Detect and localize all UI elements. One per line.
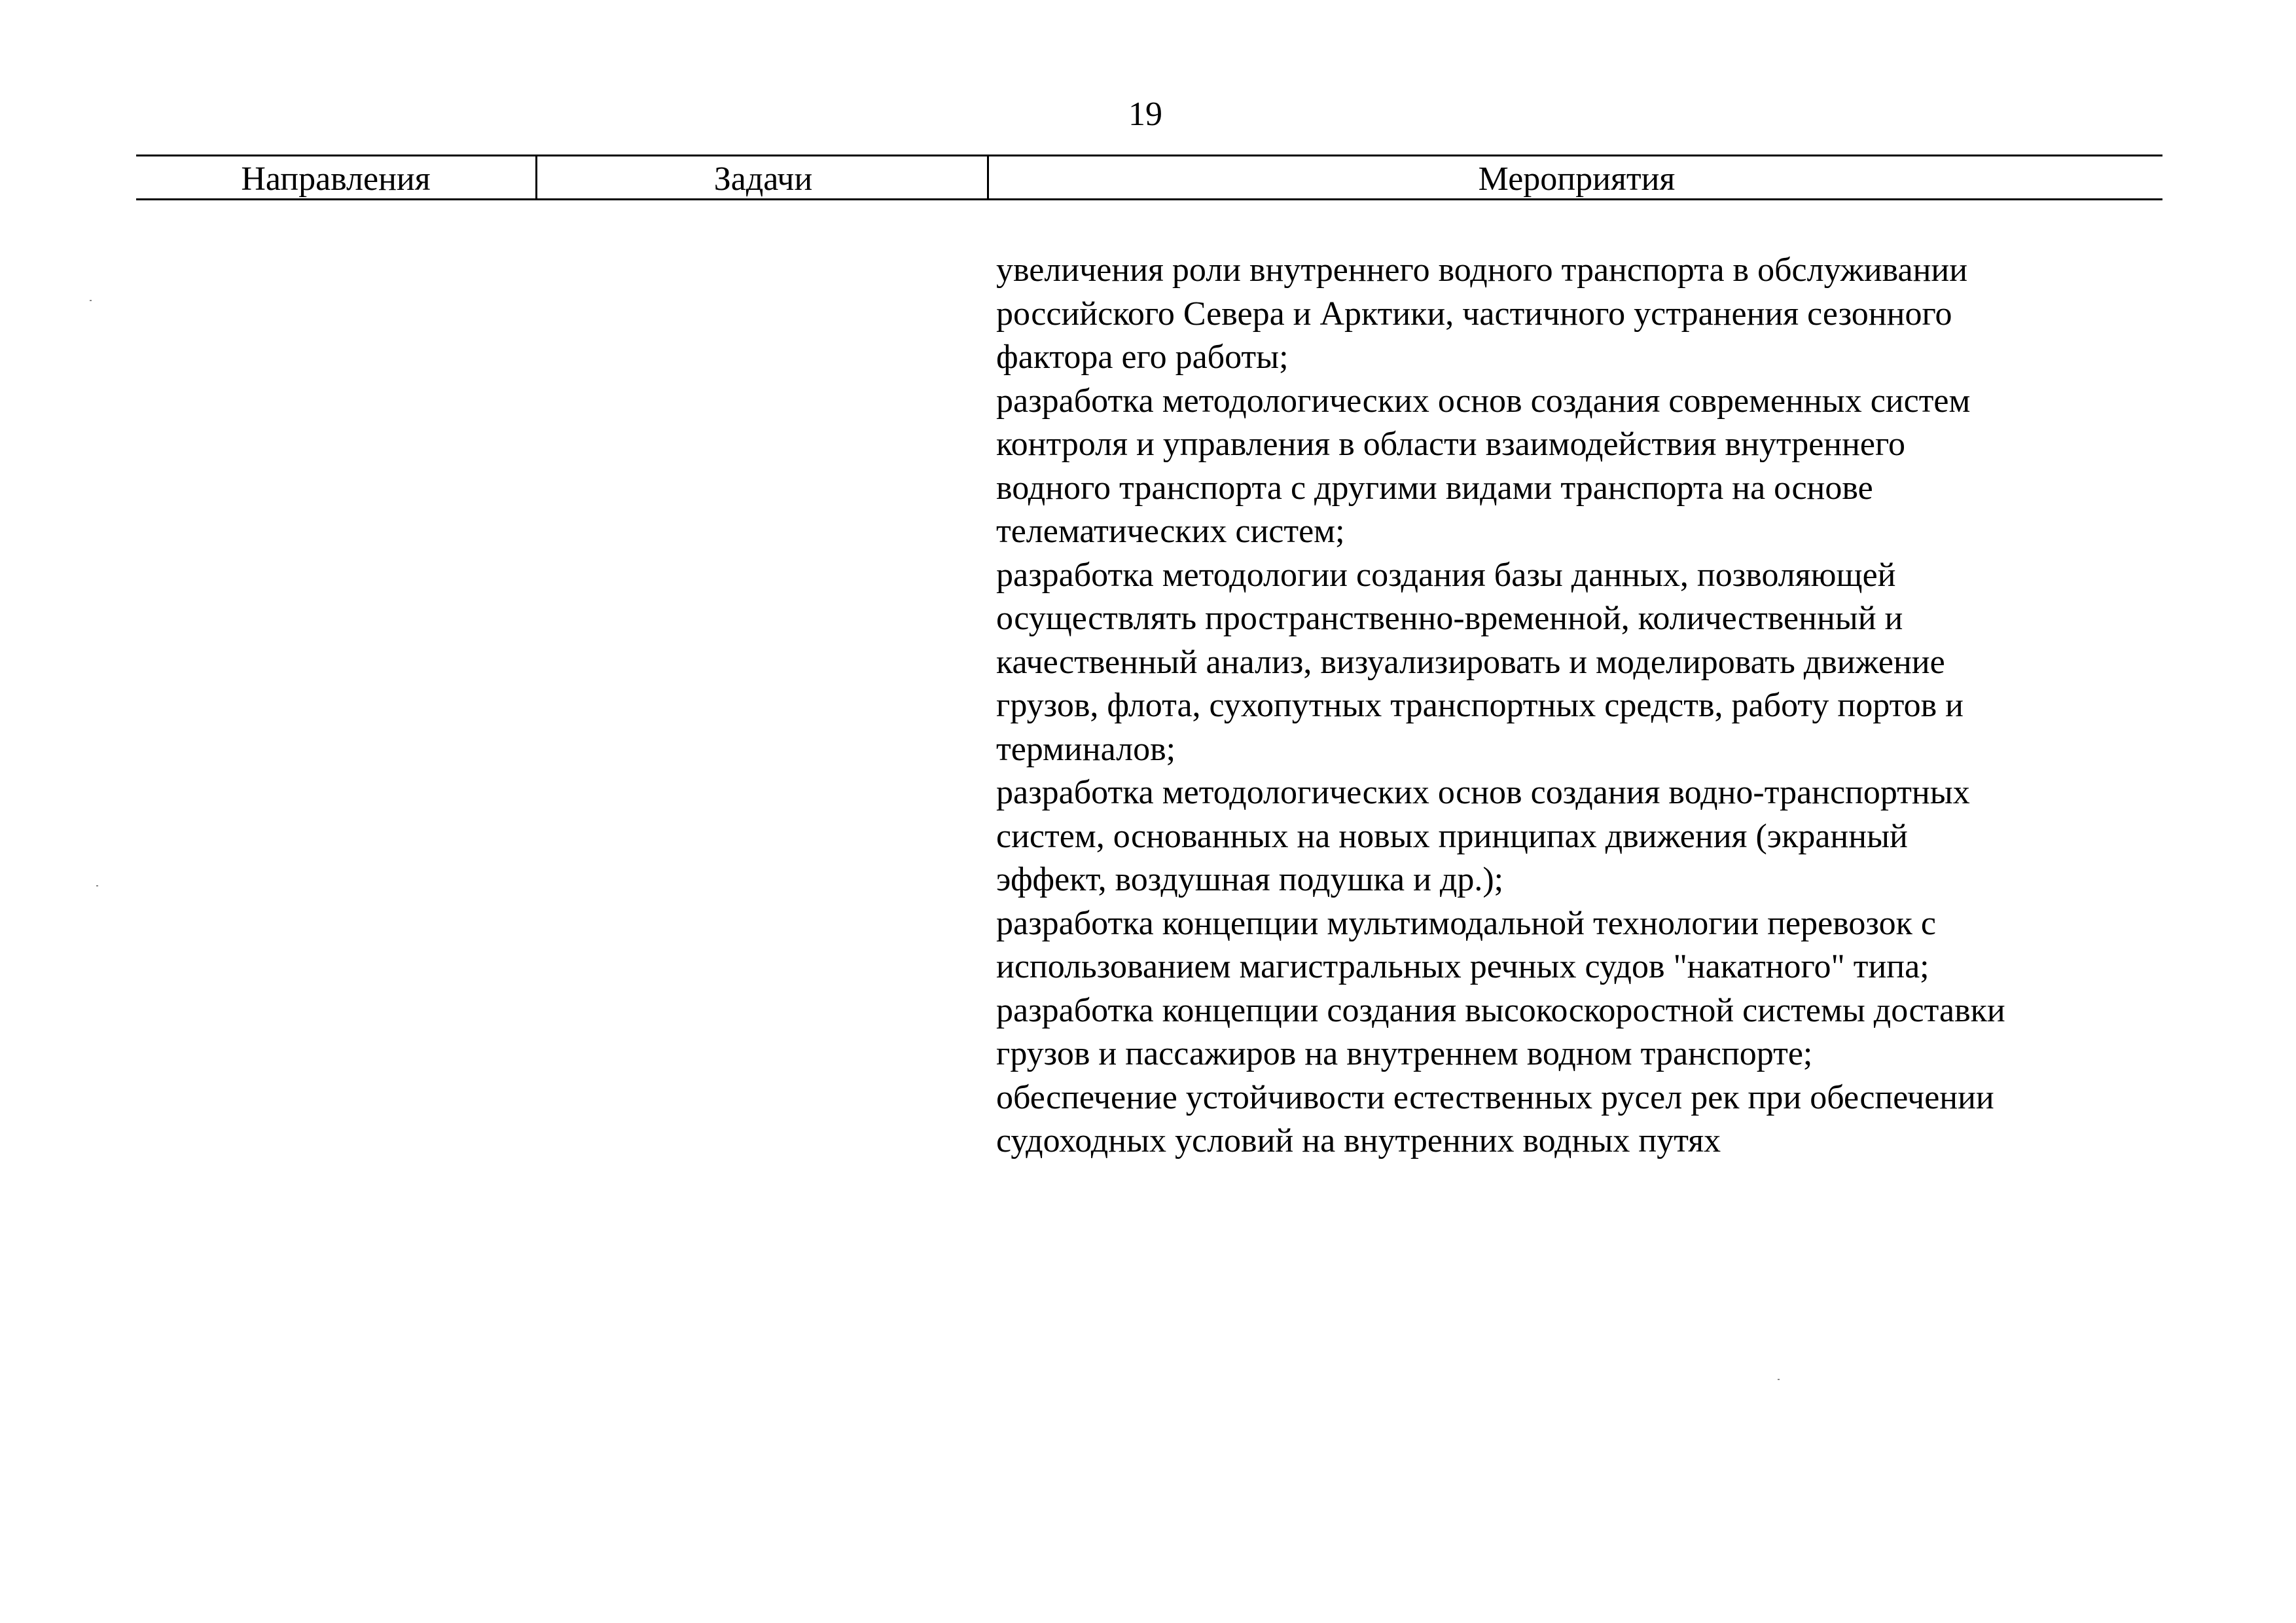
activities-line: разработка методологии создания базы данных, позволяющей [996, 556, 1896, 594]
header-directions: Направления [241, 160, 431, 198]
activities-line: контроля и управления в области взаимодействия внутреннего [996, 426, 1906, 463]
activities-line: обеспечение устойчивости естественных русел рек при обеспечении [996, 1078, 1994, 1116]
activities-line: грузов, флота, сухопутных транспортных средств, работу портов и [996, 687, 1964, 724]
activities-line: водного транспорта с другими видами транспорта на основе [996, 469, 1873, 507]
header-tasks: Задачи [535, 156, 989, 198]
scan-speck [90, 300, 92, 301]
activities-line: осуществлять пространственно-временной, количественный и [996, 600, 1903, 637]
table-header [136, 155, 2162, 200]
activities-line: фактора его работы; [996, 338, 1289, 376]
activities-line: разработка методологических основ создания современных систем [996, 382, 1971, 420]
activities-line: эффект, воздушная подушка и др.); [996, 861, 1504, 898]
scan-speck [96, 885, 98, 886]
activities-line: судоходных условий на внутренних водных путях [996, 1122, 1721, 1159]
header-activities: Мероприятия [987, 156, 2164, 198]
activities-line: систем, основанных на новых принципах движения (экранный [996, 817, 1908, 855]
activities-line: качественный анализ, визуализировать и моделировать движение [996, 643, 1945, 681]
activities-line: грузов и пассажиров на внутреннем водном транспорте; [996, 1035, 1813, 1072]
scan-speck [1778, 1379, 1780, 1380]
page-number: 19 [1128, 96, 1162, 133]
activities-line: разработка концепции создания высокоскоростной системы доставки [996, 991, 2005, 1029]
activities-line: терминалов; [996, 730, 1176, 768]
activities-line: разработка методологических основ создания водно-транспортных [996, 774, 1970, 811]
activities-line: использованием магистральных речных судов "накатного" типа; [996, 948, 1929, 985]
activities-line: телематических систем; [996, 513, 1345, 550]
activities-cell [996, 249, 2168, 1163]
activities-line: разработка концепции мультимодальной технологии перевозок с [996, 904, 1936, 942]
activities-line: увеличения роли внутреннего водного транспорта в обслуживании [996, 251, 1968, 289]
activities-line: российского Севера и Арктики, частичного устранения сезонного [996, 295, 1952, 333]
